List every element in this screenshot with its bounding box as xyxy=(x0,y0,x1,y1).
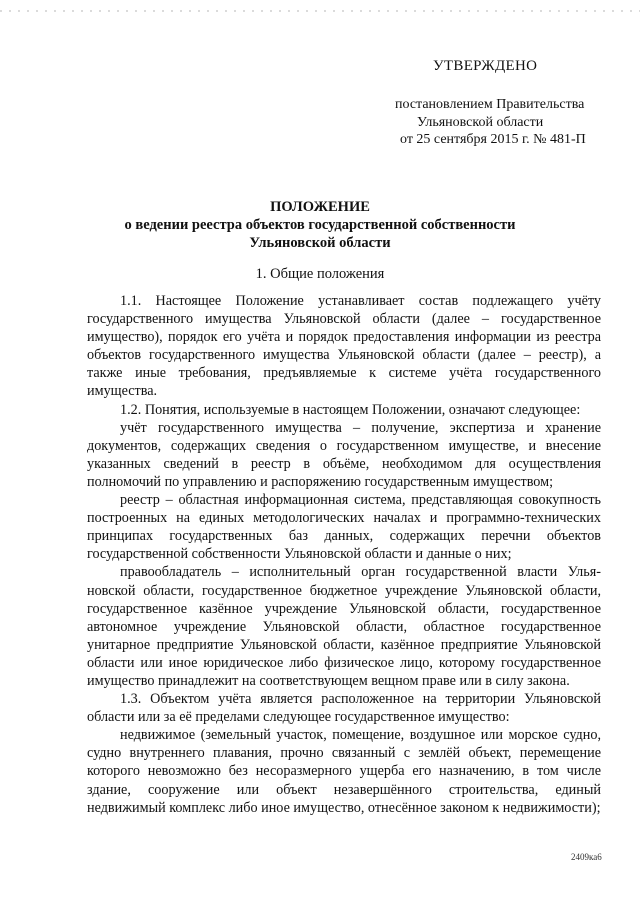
paragraph-1-1: 1.1. Настоящее Положение устанавливает состав подлежащего учёту государственного имущества Ульяновской области (далее – государственное имущество), порядок его учёта и порядок предоставления информации из реестра объектов государственного имущества Ульяновской области (далее – реестр), а также иные требования, предъявляемые к системе учёта государственного имущества. xyxy=(87,293,601,400)
decree-line-2: Ульяновской области xyxy=(417,114,544,130)
paragraph-1-2: 1.2. Понятия, используемые в настоящем Положении, означают следующее: xyxy=(120,401,581,418)
definition-accounting: учёт государственного имущества – получение, экспертиза и хранение документов, содержащих сведения о государственном имуществе, и внесение указанных сведений в реестр в объёме, необходимом для осуществления полномочий по управлению и распоряжению государственным имуществом; xyxy=(87,419,601,490)
title-line-2: о ведении реестра объектов государственной собственности xyxy=(124,217,516,233)
paragraph-1-3: 1.3. Объектом учёта является расположенное на территории Ульяновской области или за её пределами следующее государственное имущество: xyxy=(87,691,601,726)
definition-immovable: недвижимое (земельный участок, помещение, воздушное или морское судно, судно внутреннего плавания, прочно связанный с землёй объект, перемещение которого невозможно без несоразмерного ущерба его назначению, в том числе здание, сооружение или объект незавершённого строительства, единый недвижимый комплекс либо иное имущество, отнесённое законом к недвижимости); xyxy=(87,727,601,816)
document-body xyxy=(87,292,601,817)
scan-edge-line xyxy=(0,10,640,12)
title-line-1: ПОЛОЖЕНИЕ xyxy=(270,199,370,215)
document-title xyxy=(90,198,550,252)
footer-code: 2409ка6 xyxy=(571,852,602,862)
decree-line-1: постановлением Правительства xyxy=(395,97,585,112)
decree-reference xyxy=(395,96,607,149)
section-heading: 1. Общие положения xyxy=(255,266,385,282)
decree-line-3: от 25 сентября 2015 г. № 481-П xyxy=(400,132,586,147)
definition-rightholder: правообладатель – исполнительный орган государственной власти Ульяновской области, государственное бюджетное учреждение Ульяновской области, государственное казённое учреждение Ульяновской области, государственное автономное учреждение Ульяновской области, областное государственное унитарное предприятие Ульяновской области, казённое предприятие Ульяновской области или иное юридическое либо физическое лицо, которому государственное имущество принадлежит на соответствующем вещном праве или в силу закона. xyxy=(87,564,601,689)
definition-registry: реестр – областная информационная система, представляющая совокупность построенных на единых методологических началах и программно-технических принципах государственных баз данных, содержащих перечни объектов государственной собственности Ульяновской области и данные о них; xyxy=(87,492,601,563)
approval-stamp-text: УТВЕРЖДЕНО xyxy=(433,58,538,74)
title-line-3: Ульяновской области xyxy=(249,235,391,251)
